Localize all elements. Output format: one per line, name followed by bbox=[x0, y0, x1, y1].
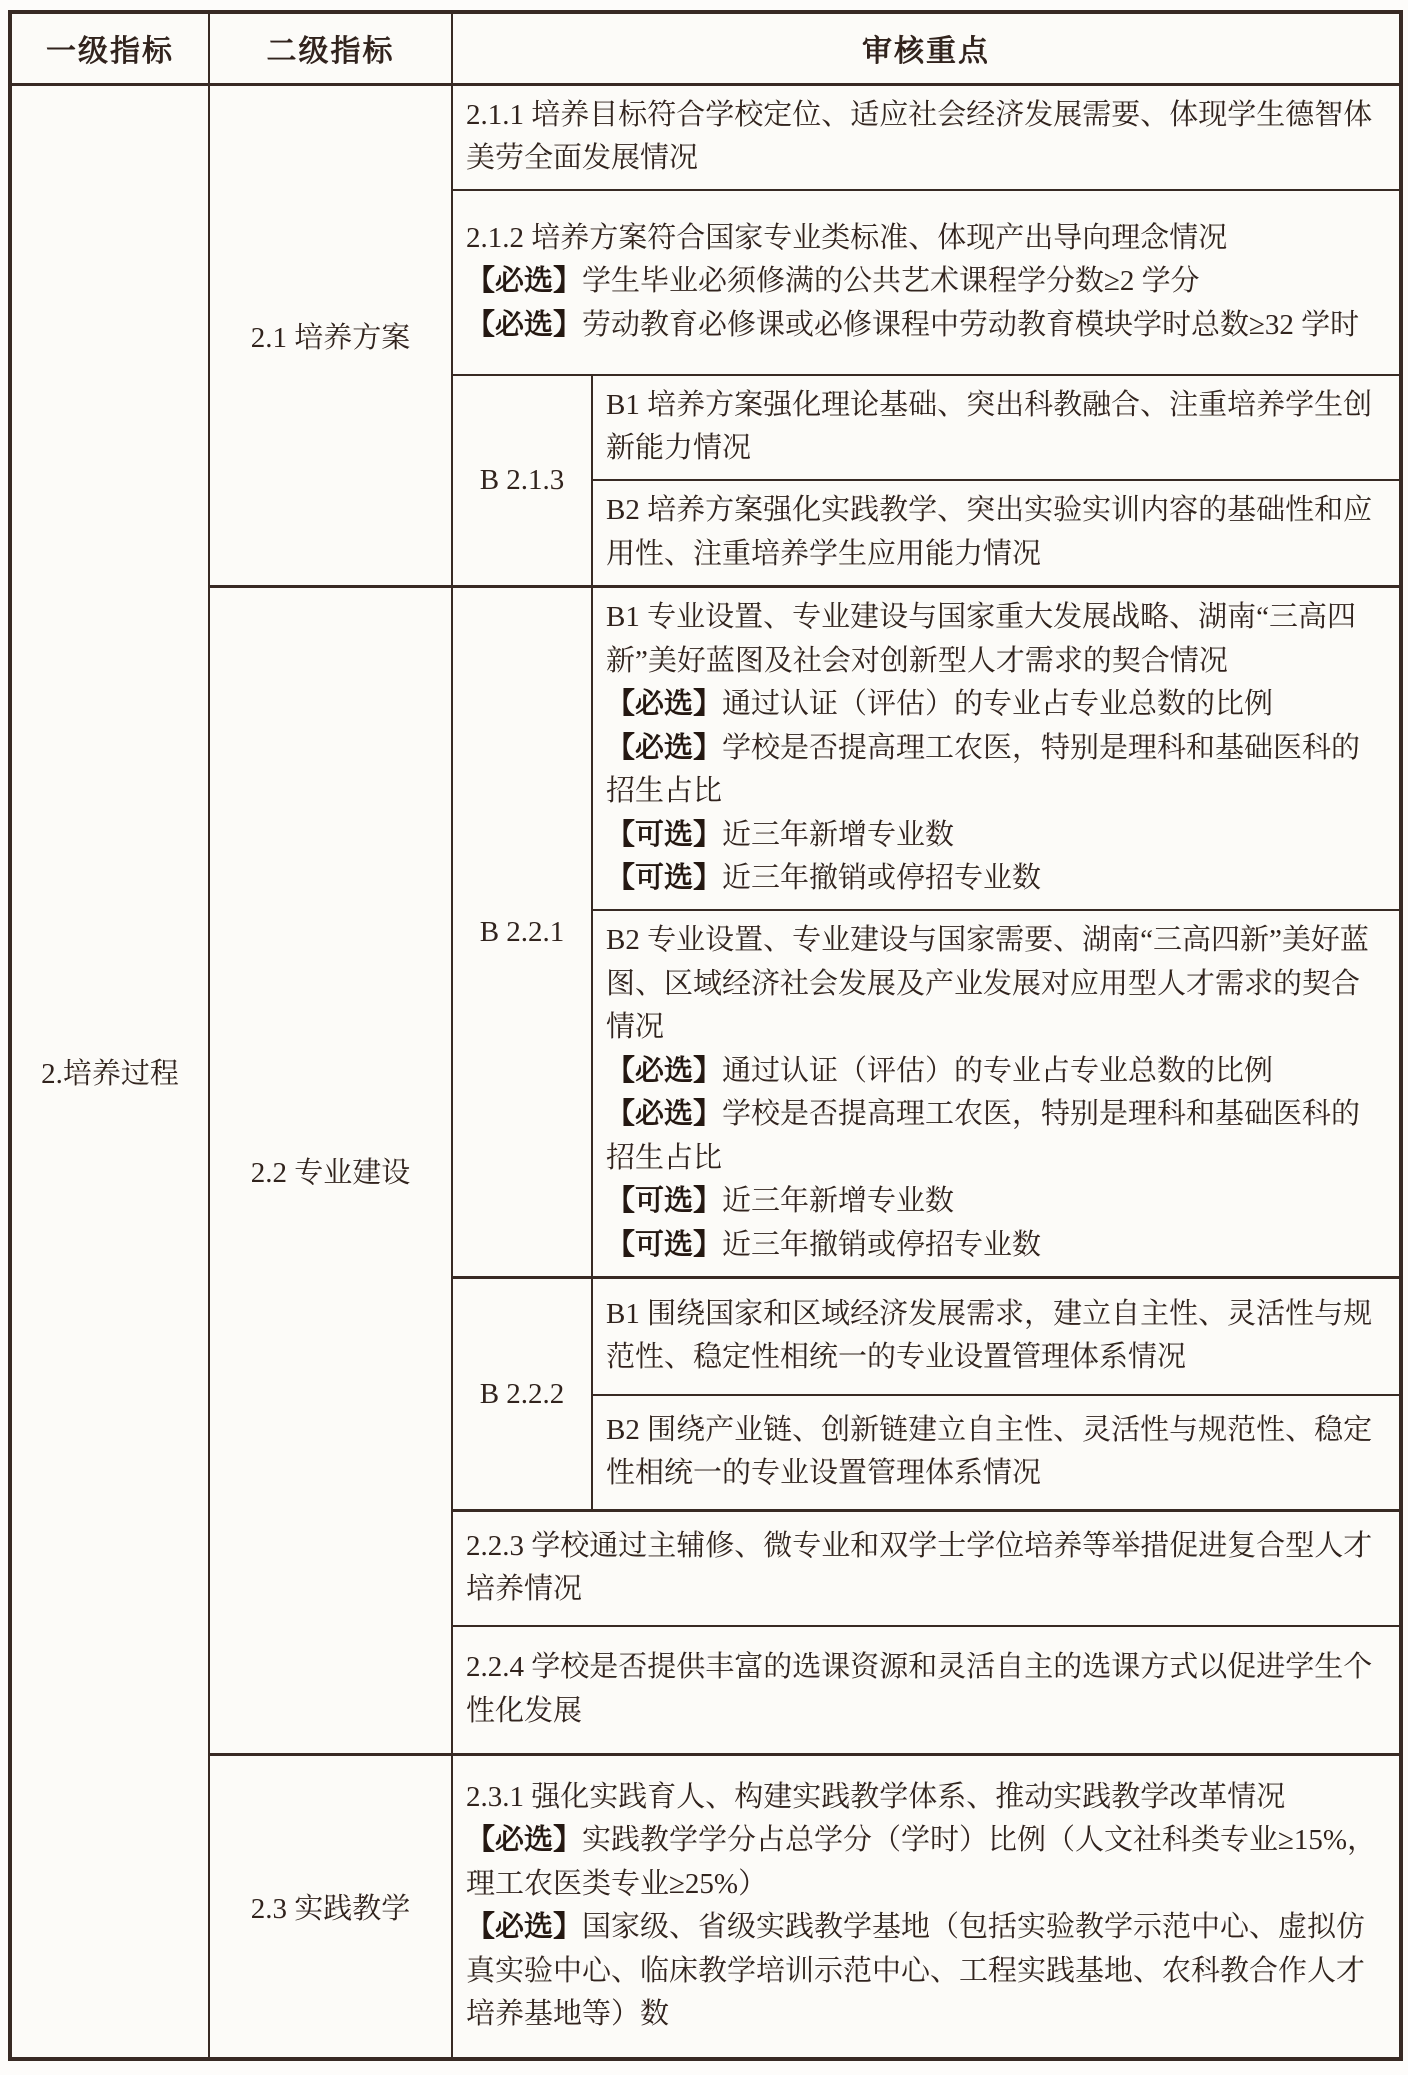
level2-cell-2-2: 2.2 专业建设 bbox=[209, 587, 452, 1755]
cell-b221-b1: B1 专业设置、专业建设与国家重大发展战略、湖南“三高四新”美好蓝图及社会对创新型人才需求的契合情况 【必选】通过认证（评估）的专业占专业总数的比例 【必选】学校是否提高理工农医，特别是理科和基础医科的招生占比 【可选】近三年新增专业数 【可选】近三年撤销或停招专业数 bbox=[592, 587, 1401, 910]
indicator-table bbox=[8, 10, 1403, 2061]
header-review-focus: 审核重点 bbox=[452, 12, 1401, 84]
cell-b213-b1: B1 培养方案强化理论基础、突出科教融合、注重培养学生创新能力情况 bbox=[592, 375, 1401, 480]
cell-2-1-2: 2.1.2 培养方案符合国家专业类标准、体现产出导向理念情况 【必选】学生毕业必须修满的公共艺术课程学分数≥2 学分 【必选】劳动教育必修课或必修课程中劳动教育模块学时总数≥32 学时 bbox=[452, 190, 1401, 375]
cell-b222-label: B 2.2.2 bbox=[452, 1278, 592, 1511]
cell-b222-b2: B2 围绕产业链、创新链建立自主性、灵活性与规范性、稳定性相统一的专业设置管理体系情况 bbox=[592, 1395, 1401, 1511]
cell-2-2-4: 2.2.4 学校是否提供丰富的选课资源和灵活自主的选课方式以促进学生个性化发展 bbox=[452, 1626, 1401, 1755]
table-row bbox=[10, 1755, 1401, 2059]
cell-2-1-1: 2.1.1 培养目标符合学校定位、适应社会经济发展需要、体现学生德智体美劳全面发展情况 bbox=[452, 84, 1401, 190]
table-row bbox=[10, 84, 1401, 190]
cell-b213-b2: B2 培养方案强化实践教学、突出实验实训内容的基础性和应用性、注重培养学生应用能力情况 bbox=[592, 480, 1401, 587]
header-row bbox=[10, 12, 1401, 84]
cell-b221-b2: B2 专业设置、专业建设与国家需要、湖南“三高四新”美好蓝图、区域经济社会发展及产业发展对应用型人才需求的契合情况 【必选】通过认证（评估）的专业占专业总数的比例 【必选】学校是否提高理工农医，特别是理科和基础医科的招生占比 【可选】近三年新增专业数 【可选】近三年撤销或停招专业数 bbox=[592, 910, 1401, 1278]
level1-cell-cultivation-process: 2.培养过程 bbox=[10, 84, 209, 2059]
cell-2-3-1: 2.3.1 强化实践育人、构建实践教学体系、推动实践教学改革情况 【必选】实践教学学分占总学分（学时）比例（人文社科类专业≥15%，理工农医类专业≥25%） 【必选】国家级、省级实践教学基地（包括实验教学示范中心、虚拟仿真实验中心、临床教学培训示范中心、工程实践基地、农科教合作人才培养基地等）数 bbox=[452, 1755, 1401, 2059]
cell-2-2-3: 2.2.3 学校通过主辅修、微专业和双学士学位培养等举措促进复合型人才培养情况 bbox=[452, 1511, 1401, 1626]
header-level1-indicator: 一级指标 bbox=[10, 12, 209, 84]
level2-cell-2-1: 2.1 培养方案 bbox=[209, 84, 452, 587]
cell-b222-b1: B1 围绕国家和区域经济发展需求，建立自主性、灵活性与规范性、稳定性相统一的专业设置管理体系情况 bbox=[592, 1278, 1401, 1395]
table-row bbox=[10, 587, 1401, 910]
cell-b221-label: B 2.2.1 bbox=[452, 587, 592, 1278]
header-level2-indicator: 二级指标 bbox=[209, 12, 452, 84]
cell-b213-label: B 2.1.3 bbox=[452, 375, 592, 587]
level2-cell-2-3: 2.3 实践教学 bbox=[209, 1755, 452, 2059]
